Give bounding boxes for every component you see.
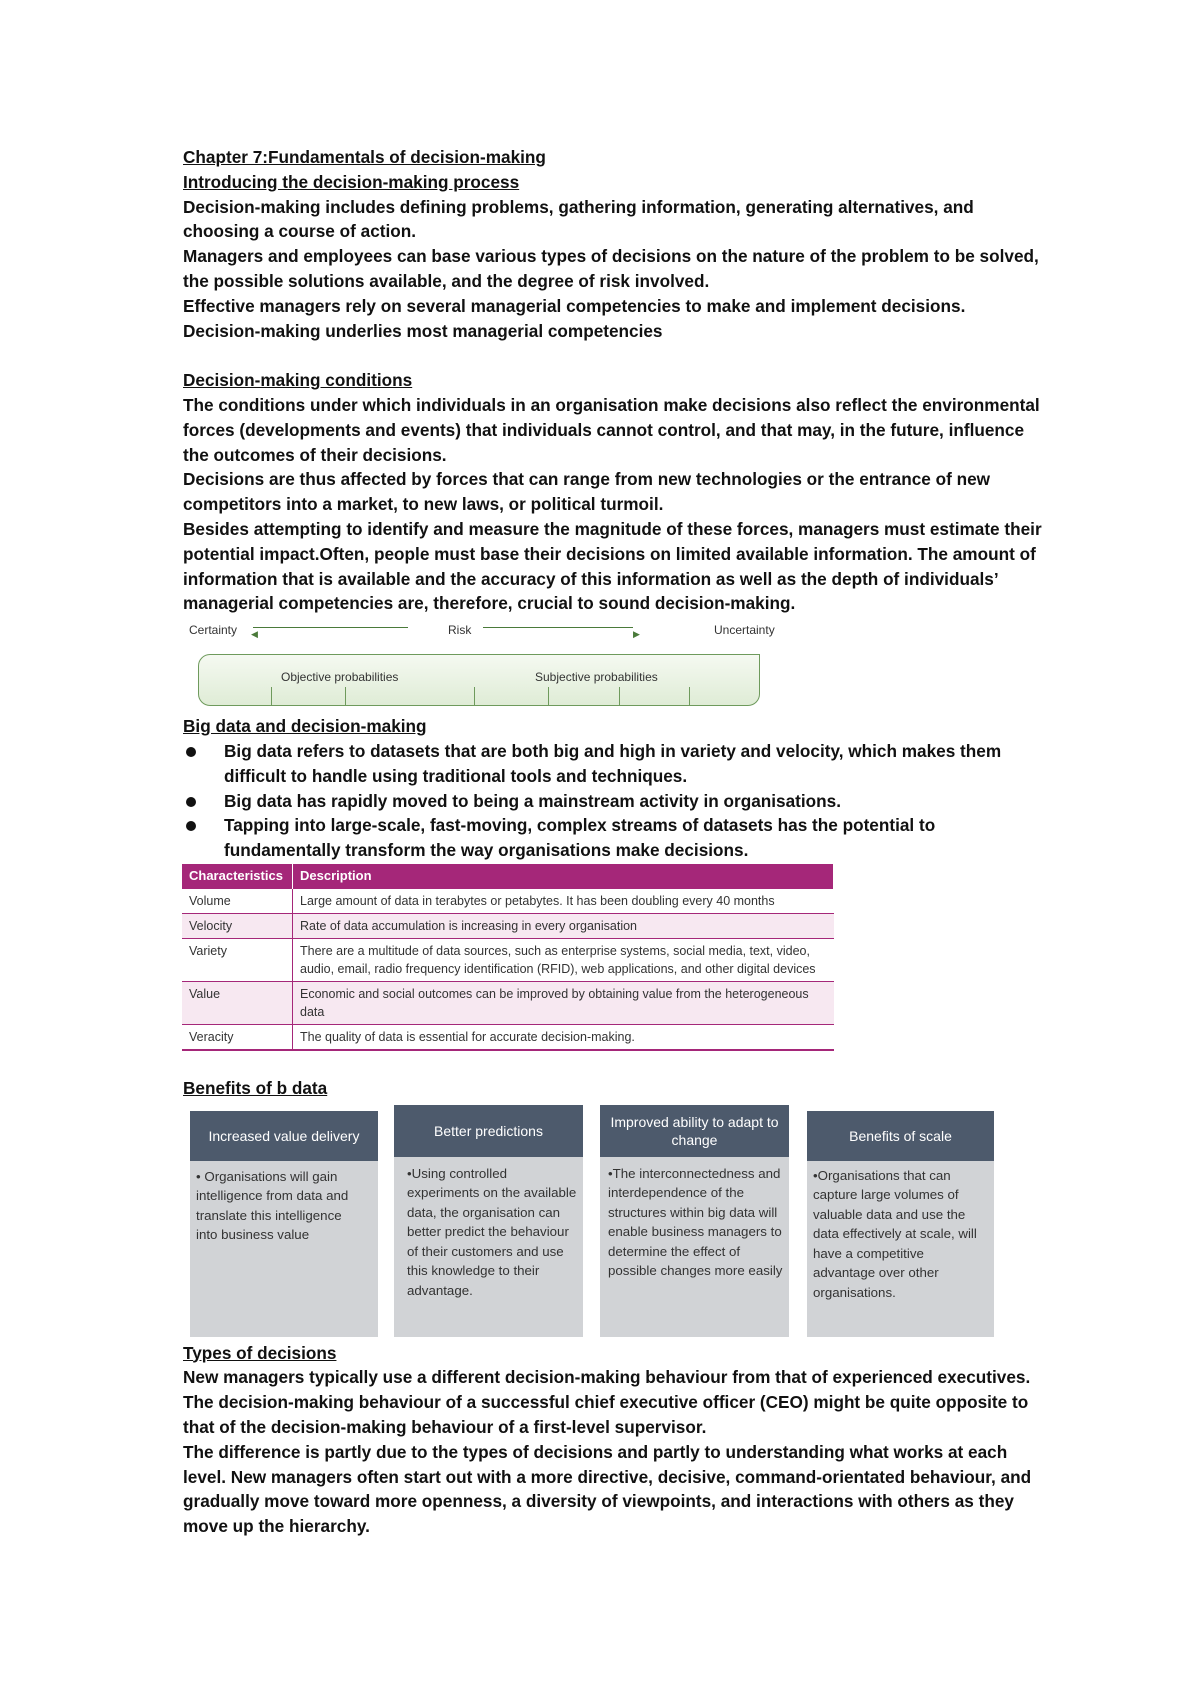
big-data-characteristics-table	[182, 864, 834, 1051]
conditions-paragraph: Besides attempting to identify and measure the magnitude of these forces, managers must estimate their potential impact.Often, people must base their decisions on limited available information. The amount of information that is available and the accuracy of this information as well as the depth of individuals’ managerial competencies are, therefore, crucial to sound decision-making.	[183, 518, 1042, 614]
intro-paragraph: Decision-making includes defining problems, gathering information, generating alternatives, and choosing a course of action.	[183, 196, 974, 242]
benefit-title: Benefits of scale	[807, 1111, 994, 1161]
table-cell: Large amount of data in terabytes or petabytes. It has been doubling every 40 months	[293, 888, 834, 913]
intro-paragraph: Managers and employees can base various types of decisions on the nature of the problem to be solved, the possible solutions available, and the degree of risk involved.	[183, 246, 1039, 291]
list-item: Big data refers to datasets that are both big and high in variety and velocity, which makes them difficult to handle using traditional tools and techniques.	[183, 739, 1043, 789]
scale-tick	[689, 687, 690, 705]
big-data-heading: Big data and decision-making	[183, 716, 427, 737]
probability-bar	[198, 654, 760, 706]
benefit-box	[600, 1105, 789, 1337]
table-row	[182, 1024, 834, 1050]
uncertainty-label: Uncertainty	[714, 623, 775, 638]
conditions-heading: Decision-making conditions	[183, 370, 413, 391]
table-cell: Rate of data accumulation is increasing in every organisation	[293, 913, 834, 938]
table-cell: Velocity	[182, 913, 293, 938]
table-cell: Veracity	[182, 1024, 293, 1050]
objective-probabilities-label: Objective probabilities	[281, 670, 399, 685]
table-cell: There are a multitude of data sources, such as enterprise systems, social media, text, video, audio, email, radio frequency identification (RFID), web applications, and other digital devices	[293, 938, 834, 981]
conditions-paragraph: Decisions are thus affected by forces that can range from new technologies or the entrance of new competitors into a market, to new laws, or political turmoil.	[183, 469, 991, 515]
certainty-label: Certainty	[189, 623, 238, 638]
benefit-title: Improved ability to adapt to change	[600, 1105, 789, 1157]
table-cell: The quality of data is essential for accurate decision-making.	[293, 1024, 834, 1050]
benefit-text: •The interconnectedness and interdependence of the structures within big data will enable business managers to determine the effect of possible changes more easily	[608, 1165, 783, 1279]
scale-tick	[619, 687, 620, 705]
benefit-box	[190, 1111, 378, 1337]
subjective-probabilities-label: Subjective probabilities	[535, 670, 658, 685]
benefit-text: • Organisations will gain intelligence from data and translate this intelligence into business value	[196, 1168, 349, 1243]
benefit-text: •Organisations that can capture large volumes of valuable data and use the data effectively at scale, will have a competitive advantage over other organisations.	[813, 1167, 977, 1300]
intro-heading: Introducing the decision-making process	[183, 171, 520, 192]
arrow-left-icon: ◀	[251, 629, 258, 640]
types-paragraph: The difference is partly due to the types of decisions and partly to understanding what works at each level. New managers often start out with a more directive, decisive, command-orientated behaviour, and gradually move toward more openness, a diversity of viewpoints, and interactions with others as they move up the hierarchy.	[183, 1441, 1032, 1537]
table-header-row	[182, 864, 834, 889]
benefit-title: Better predictions	[394, 1105, 583, 1157]
arrow-left-line	[253, 627, 408, 628]
types-paragraph: New managers typically use a different decision-making behaviour from that of experienced executives. The decision-making behaviour of a successful chief executive officer (CEO) might be quite opposite to that of the decision-making behaviour of a first-level supervisor.	[183, 1367, 1031, 1437]
scale-tick	[474, 687, 475, 705]
certainty-risk-uncertainty-figure	[183, 616, 783, 714]
benefit-box	[394, 1105, 583, 1337]
conditions-paragraph: The conditions under which individuals in an organisation make decisions also reflect the environmental forces (developments and events) that individuals cannot control, and that may, in the future, influence the outcomes of their decisions.	[183, 394, 1040, 465]
arrow-right-line	[483, 627, 633, 628]
big-data-bullets	[183, 739, 1043, 863]
table-cell: Variety	[182, 938, 293, 981]
types-heading: Types of decisions	[183, 1342, 337, 1363]
table-row	[182, 913, 834, 938]
scale-tick	[345, 687, 346, 705]
risk-label: Risk	[448, 623, 472, 638]
benefit-text: •Using controlled experiments on the available data, the organisation can better predict the behaviour of their customers and use this knowledge to their advantage.	[407, 1165, 577, 1298]
column-header: Description	[293, 864, 834, 889]
table-row	[182, 981, 834, 1024]
column-header: Characteristics	[182, 864, 293, 889]
table-row	[182, 888, 834, 913]
table-cell: Volume	[182, 888, 293, 913]
table-cell: Value	[182, 981, 293, 1024]
table-cell: Economic and social outcomes can be improved by obtaining value from the heterogeneous data	[293, 981, 834, 1024]
benefit-title: Increased value delivery	[190, 1111, 378, 1161]
document-body	[183, 145, 1043, 1539]
intro-paragraph: Decision-making underlies most managerial competencies	[183, 320, 663, 341]
intro-paragraph: Effective managers rely on several managerial competencies to make and implement decisions.	[183, 295, 966, 316]
scale-tick	[271, 687, 272, 705]
benefits-boxes	[183, 1103, 1043, 1341]
scale-tick	[548, 687, 549, 705]
list-item: Big data has rapidly moved to being a mainstream activity in organisations.	[183, 789, 1043, 814]
benefit-box	[807, 1111, 994, 1337]
list-item: Tapping into large-scale, fast-moving, complex streams of datasets has the potential to fundamentally transform the way organisations make decisions.	[183, 813, 1043, 863]
arrow-right-icon: ▶	[633, 629, 640, 640]
table-row	[182, 938, 834, 981]
chapter-title: Chapter 7:Fundamentals of decision-making	[183, 147, 546, 167]
benefits-heading: Benefits of b data	[183, 1077, 328, 1098]
